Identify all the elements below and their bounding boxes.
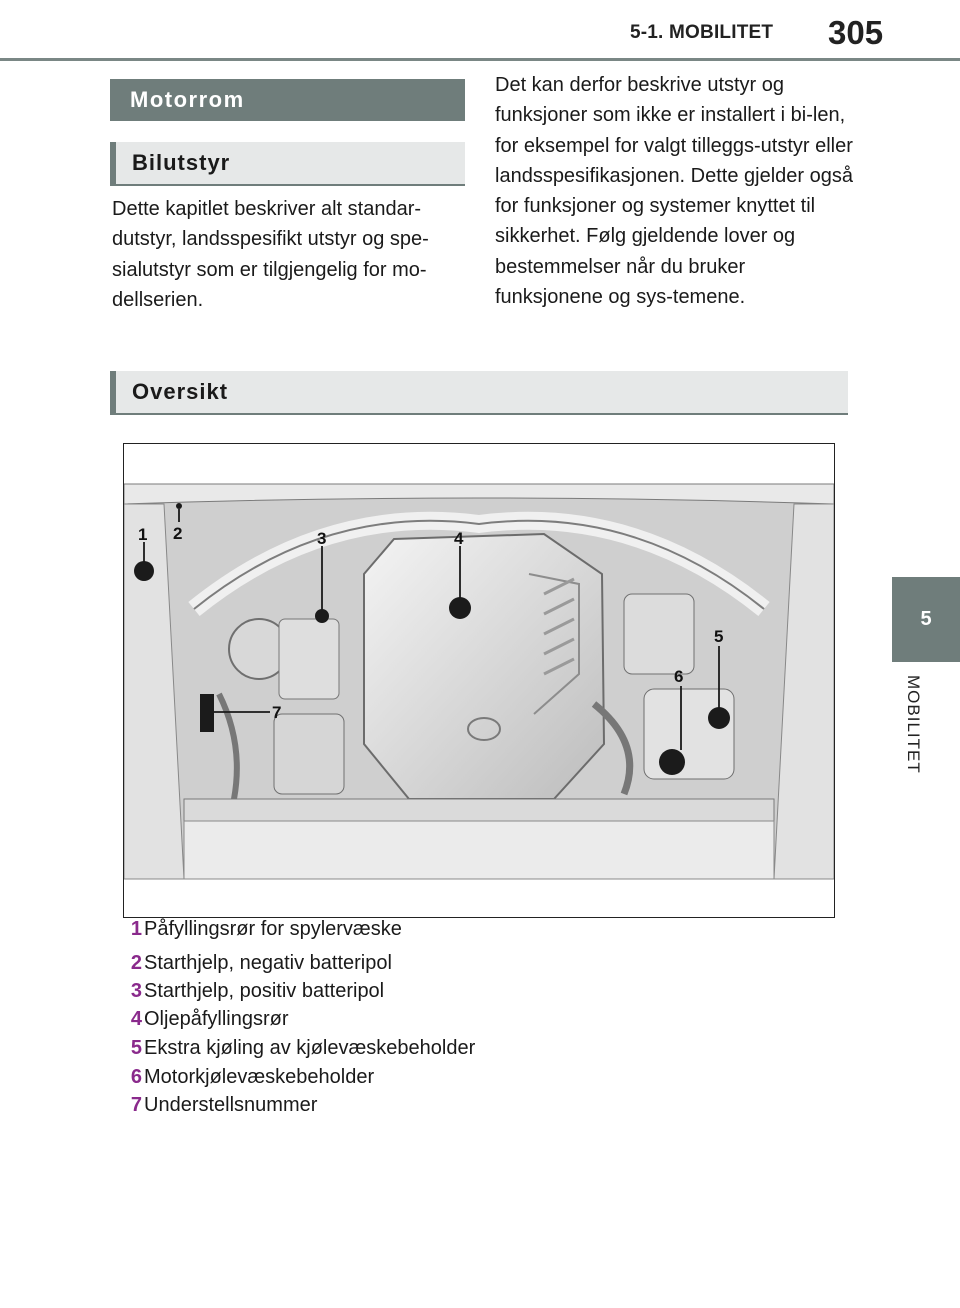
legend-item	[112, 918, 402, 941]
engine-bay-illustration	[124, 444, 834, 917]
callout-5: 5	[714, 627, 724, 646]
legend-text: Starthjelp, positiv batteripol	[144, 980, 385, 1002]
heading-motorrom-text: Motorrom	[130, 87, 245, 112]
engine-bay-figure	[123, 443, 835, 918]
legend-number: 1	[130, 918, 142, 940]
callout-4: 4	[454, 529, 464, 548]
negative-terminal-point	[176, 503, 182, 509]
legend-text: Motorkjølevæskebeholder	[144, 1066, 375, 1088]
legend-item	[112, 1037, 475, 1060]
chapter-tab-label-text: MOBILITET	[904, 675, 923, 774]
header-rule	[0, 58, 960, 61]
heading-bilutstyr	[110, 142, 465, 186]
chapter-tab-rule	[892, 660, 960, 662]
chassis-number-plate	[200, 694, 214, 732]
chapter-tab-number: 5	[892, 577, 960, 662]
running-header-section: 5-1. MOBILITET	[630, 22, 774, 43]
legend-number: 4	[130, 1008, 142, 1030]
engine-coolant-cap	[659, 749, 685, 775]
callout-7: 7	[272, 703, 282, 722]
chapter-tab-label	[895, 675, 925, 805]
legend-item	[112, 952, 392, 975]
page-number: 305	[828, 14, 884, 51]
heading-oversikt-text: Oversikt	[132, 379, 229, 404]
legend-item	[112, 1066, 374, 1089]
legend-text: Oljepåfyllingsrør	[144, 1008, 289, 1030]
paragraph-left: Dette kapitlet beskriver alt standar-dutstyr, landsspesifikt utstyr og spe-sialutstyr som er tilgjengelig for mo-dellserien.	[112, 198, 429, 311]
legend-text: Ekstra kjøling av kjølevæskebeholder	[144, 1037, 476, 1059]
positive-terminal-cap	[315, 609, 329, 623]
auxiliary-coolant-cap	[708, 707, 730, 729]
heading-motorrom	[110, 79, 465, 121]
legend-number: 7	[130, 1094, 142, 1116]
legend-text: Starthjelp, negativ batteripol	[144, 952, 392, 974]
legend-text: Understellsnummer	[144, 1094, 318, 1116]
callout-3: 3	[317, 529, 327, 548]
legend-item	[112, 980, 384, 1003]
paragraph-right: Det kan derfor beskrive utstyr og funksjoner som ikke er installert i bi-len, for eksempel for valgt tilleggs-utstyr eller landsspesifikasjonen. Dette gjelder også for funksjoner og systemer knyttet til sikkerhet. Følg gjeldende lover og bestemmelser når du bruker funksjonene og sys-temene.	[495, 74, 853, 309]
legend-item	[112, 1094, 317, 1117]
heading-oversikt	[110, 371, 848, 415]
callout-1: 1	[138, 525, 148, 544]
legend-item	[112, 1008, 288, 1031]
legend-number: 6	[130, 1066, 142, 1088]
callout-2: 2	[173, 524, 183, 543]
legend-number: 2	[130, 952, 142, 974]
oil-filler-cap	[449, 597, 471, 619]
legend-text: Påfyllingsrør for spylervæske	[144, 918, 402, 940]
legend-number: 5	[130, 1037, 142, 1059]
callout-6: 6	[674, 667, 684, 686]
washer-fluid-cap	[134, 561, 154, 581]
heading-bilutstyr-text: Bilutstyr	[132, 150, 231, 175]
legend-number: 3	[130, 980, 142, 1002]
